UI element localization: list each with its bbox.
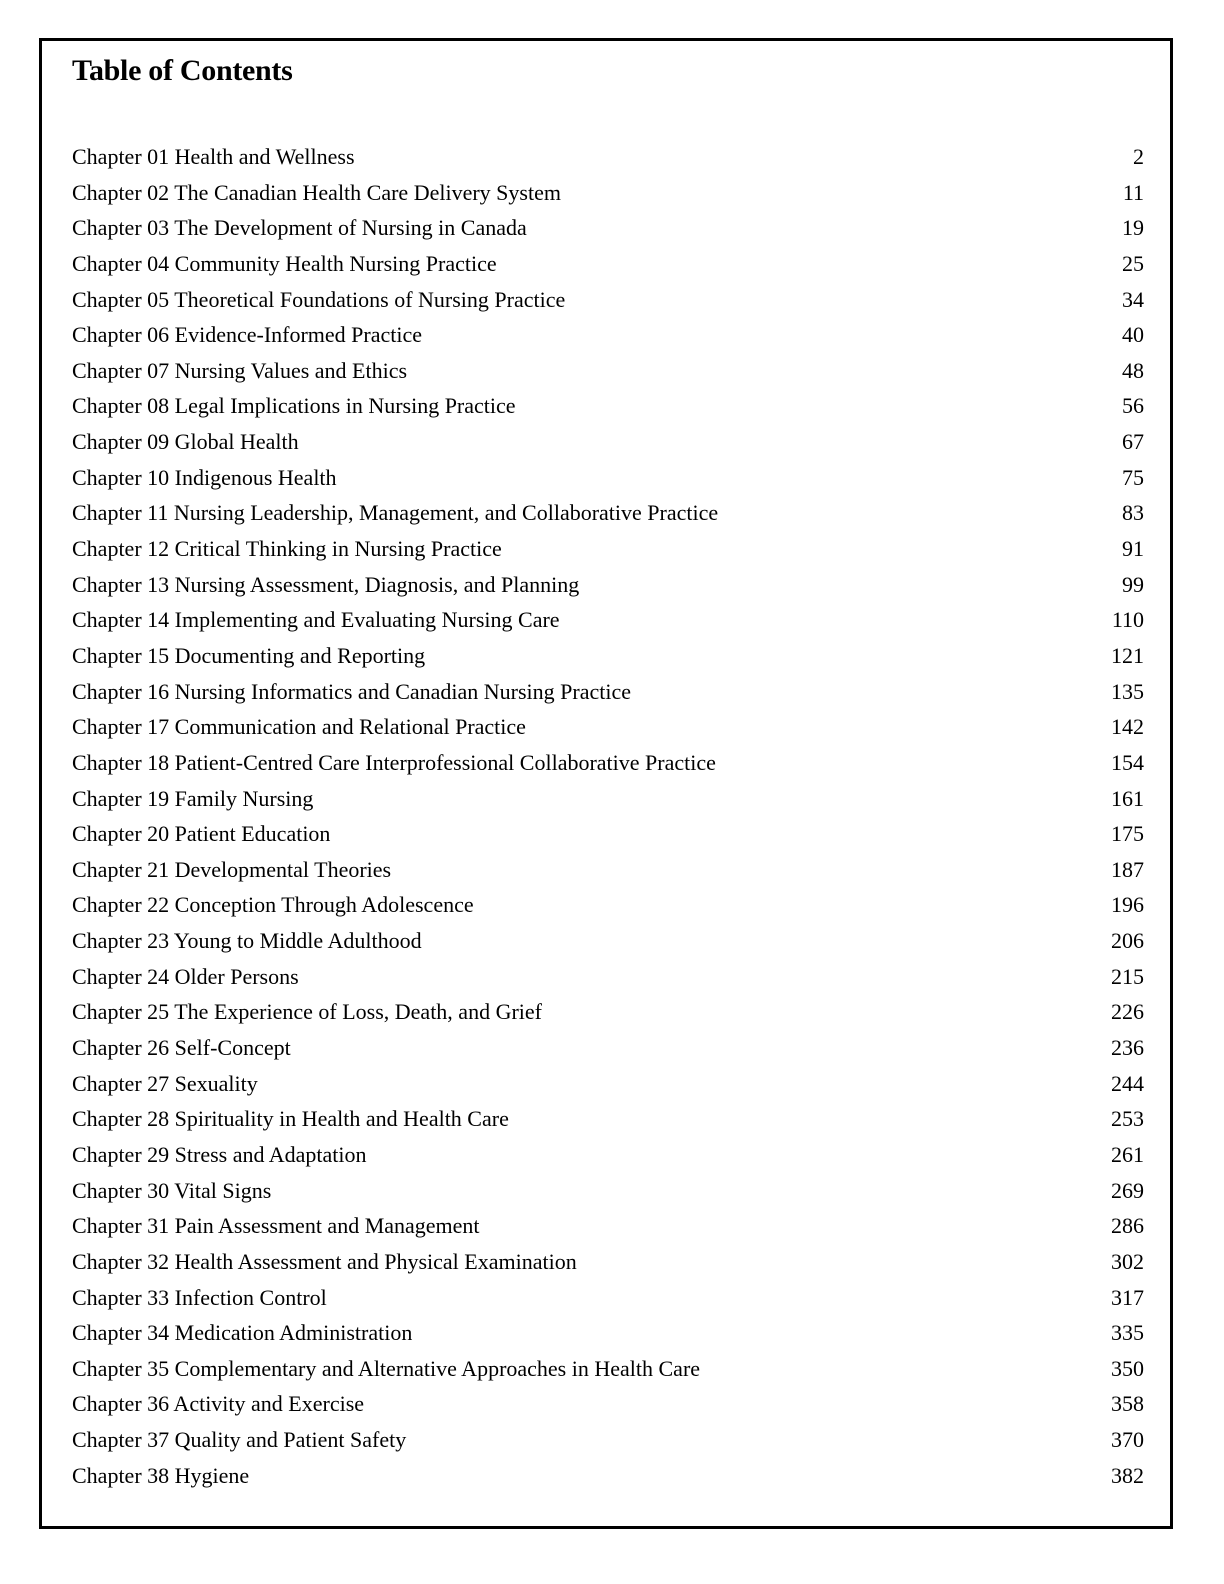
toc-entry-page-number: 253 [1111,1106,1144,1132]
toc-entry[interactable] [72,248,1144,284]
toc-entry[interactable] [72,426,1144,462]
toc-entry[interactable] [72,1282,1144,1318]
toc-entry-title[interactable]: Chapter 38 Hygiene [72,1462,250,1488]
toc-entry-title[interactable]: Chapter 14 Implementing and Evaluating Nursing Care [72,607,560,633]
toc-entry-title[interactable]: Chapter 32 Health Assessment and Physical Examination [72,1248,577,1274]
toc-entry-page-number: 370 [1111,1427,1144,1453]
toc-entry[interactable] [72,854,1144,890]
toc-entry-title[interactable]: Chapter 34 Medication Administration [72,1320,413,1346]
toc-entry-page-number: 121 [1111,642,1144,668]
toc-entry[interactable] [72,676,1144,712]
toc-entry[interactable] [72,177,1144,213]
toc-entry-title[interactable]: Chapter 29 Stress and Adaptation [72,1141,367,1167]
toc-entry-page-number: 11 [1122,179,1144,205]
toc-entry-page-number: 91 [1122,536,1144,562]
toc-entry[interactable] [72,1139,1144,1175]
toc-entry[interactable] [72,711,1144,747]
toc-entry-page-number: 382 [1111,1462,1144,1488]
toc-entry-page-number: 236 [1111,1035,1144,1061]
toc-entry-title[interactable]: Chapter 09 Global Health [72,429,299,455]
toc-entry-page-number: 187 [1111,856,1144,882]
toc-entry[interactable] [72,783,1144,819]
toc-entry-title[interactable]: Chapter 25 The Experience of Loss, Death, and Grief [72,999,542,1025]
toc-entry-page-number: 154 [1111,749,1144,775]
toc-entry[interactable] [72,212,1144,248]
toc-entry-page-number: 206 [1111,928,1144,954]
toc-entry[interactable] [72,284,1144,320]
toc-entry-page-number: 83 [1122,500,1144,526]
toc-entry[interactable] [72,390,1144,426]
toc-entry[interactable] [72,1424,1144,1460]
toc-entry-page-number: 75 [1122,464,1144,490]
toc-entry[interactable] [72,1068,1144,1104]
toc-entry-page-number: 67 [1122,429,1144,455]
toc-entry-page-number: 2 [1133,144,1144,169]
toc-entry-page-number: 142 [1111,714,1144,740]
toc-entry[interactable] [72,1032,1144,1068]
toc-entry-title[interactable]: Chapter 10 Indigenous Health [72,464,337,490]
toc-entry[interactable] [72,961,1144,997]
toc-entry-title[interactable]: Chapter 28 Spirituality in Health and Health Care [72,1106,509,1132]
toc-entry[interactable] [72,640,1144,676]
toc-entry[interactable] [72,569,1144,605]
toc-entry-page-number: 261 [1111,1141,1144,1167]
toc-entry-title[interactable]: Chapter 11 Nursing Leadership, Management, and Collaborative Practice [72,500,719,526]
toc-entry-page-number: 40 [1122,322,1144,348]
toc-entry[interactable] [72,747,1144,783]
toc-entry-title[interactable]: Chapter 15 Documenting and Reporting [72,642,426,668]
toc-entry-page-number: 317 [1111,1284,1144,1310]
toc-entry-page-number: 110 [1111,607,1144,633]
toc-entry-page-number: 269 [1111,1177,1144,1203]
toc-entry[interactable] [72,141,1144,177]
toc-entry-title[interactable]: Chapter 13 Nursing Assessment, Diagnosis, and Planning [72,571,580,597]
toc-entry-title[interactable]: Chapter 17 Communication and Relational Practice [72,714,526,740]
toc-entry-page-number: 350 [1111,1355,1144,1381]
toc-entry-title[interactable]: Chapter 08 Legal Implications in Nursing Practice [72,393,516,419]
toc-entry-title[interactable]: Chapter 12 Critical Thinking in Nursing Practice [72,536,502,562]
toc-entry-page-number: 161 [1111,785,1144,811]
toc-entry-page-number: 135 [1111,678,1144,704]
toc-entry[interactable] [72,818,1144,854]
toc-entry[interactable] [72,1317,1144,1353]
toc-entry[interactable] [72,1103,1144,1139]
toc-entry-page-number: 25 [1122,250,1144,276]
toc-entry-title[interactable]: Chapter 24 Older Persons [72,963,299,989]
toc-entry[interactable] [72,996,1144,1032]
toc-entry-title[interactable]: Chapter 03 The Development of Nursing in Canada [72,215,527,241]
toc-entry[interactable] [72,1353,1144,1389]
toc-entry-title[interactable]: Chapter 16 Nursing Informatics and Canadian Nursing Practice [72,678,632,704]
toc-entry-title[interactable]: Chapter 07 Nursing Values and Ethics [72,357,408,383]
toc-entry-title[interactable]: Chapter 36 Activity and Exercise [72,1391,365,1417]
toc-entry[interactable] [72,1246,1144,1282]
toc-entry-page-number: 19 [1122,215,1144,241]
toc-entry-title[interactable]: Chapter 18 Patient-Centred Care Interprofessional Collaborative Practice [72,749,716,775]
toc-entry[interactable] [72,1388,1144,1424]
table-of-contents [72,141,1144,1495]
toc-entry-title[interactable]: Chapter 23 Young to Middle Adulthood [72,928,422,954]
toc-entry-page-number: 335 [1111,1320,1144,1346]
toc-entry[interactable] [72,604,1144,640]
toc-entry[interactable] [72,462,1144,498]
toc-entry-title[interactable]: Chapter 27 Sexuality [72,1070,258,1096]
toc-entry-title[interactable]: Chapter 30 Vital Signs [72,1177,272,1203]
toc-entry-page-number: 175 [1111,821,1144,847]
toc-entry-page-number: 226 [1111,999,1144,1025]
toc-entry-title[interactable]: Chapter 01 Health and Wellness [72,144,355,169]
toc-entry-page-number: 244 [1111,1070,1144,1096]
toc-entry-page-number: 286 [1111,1213,1144,1239]
toc-entry-title[interactable]: Chapter 31 Pain Assessment and Management [72,1213,480,1239]
toc-entry-title[interactable]: Chapter 20 Patient Education [72,821,331,847]
toc-entry-title[interactable]: Chapter 26 Self-Concept [72,1035,291,1061]
toc-entry-page-number: 358 [1111,1391,1144,1417]
toc-entry[interactable] [72,925,1144,961]
toc-entry-page-number: 196 [1111,892,1144,918]
toc-entry-page-number: 215 [1111,963,1144,989]
toc-entry[interactable] [72,355,1144,391]
toc-entry-title[interactable]: Chapter 22 Conception Through Adolescence [72,892,474,918]
toc-entry-title[interactable]: Chapter 06 Evidence-Informed Practice [72,322,423,348]
toc-entry[interactable] [72,889,1144,925]
toc-entry-page-number: 56 [1122,393,1144,419]
toc-entry[interactable] [72,1460,1144,1496]
page-title: Table of Contents [72,54,293,87]
toc-entry[interactable] [72,497,1144,533]
toc-entry-title[interactable]: Chapter 37 Quality and Patient Safety [72,1427,407,1453]
toc-entry[interactable] [72,1175,1144,1211]
toc-entry-title[interactable]: Chapter 02 The Canadian Health Care Delivery System [72,179,561,205]
toc-entry-title[interactable]: Chapter 21 Developmental Theories [72,856,392,882]
toc-entry[interactable] [72,319,1144,355]
toc-entry-title[interactable]: Chapter 19 Family Nursing [72,785,314,811]
toc-entry-title[interactable]: Chapter 04 Community Health Nursing Practice [72,250,497,276]
toc-entry-page-number: 48 [1122,357,1144,383]
toc-entry-title[interactable]: Chapter 35 Complementary and Alternative Approaches in Health Care [72,1355,701,1381]
toc-entry[interactable] [72,1210,1144,1246]
toc-entry[interactable] [72,533,1144,569]
toc-entry-page-number: 302 [1111,1248,1144,1274]
toc-entry-page-number: 99 [1122,571,1144,597]
toc-entry-title[interactable]: Chapter 33 Infection Control [72,1284,327,1310]
toc-entry-title[interactable]: Chapter 05 Theoretical Foundations of Nursing Practice [72,286,566,312]
toc-entry-page-number: 34 [1122,286,1144,312]
